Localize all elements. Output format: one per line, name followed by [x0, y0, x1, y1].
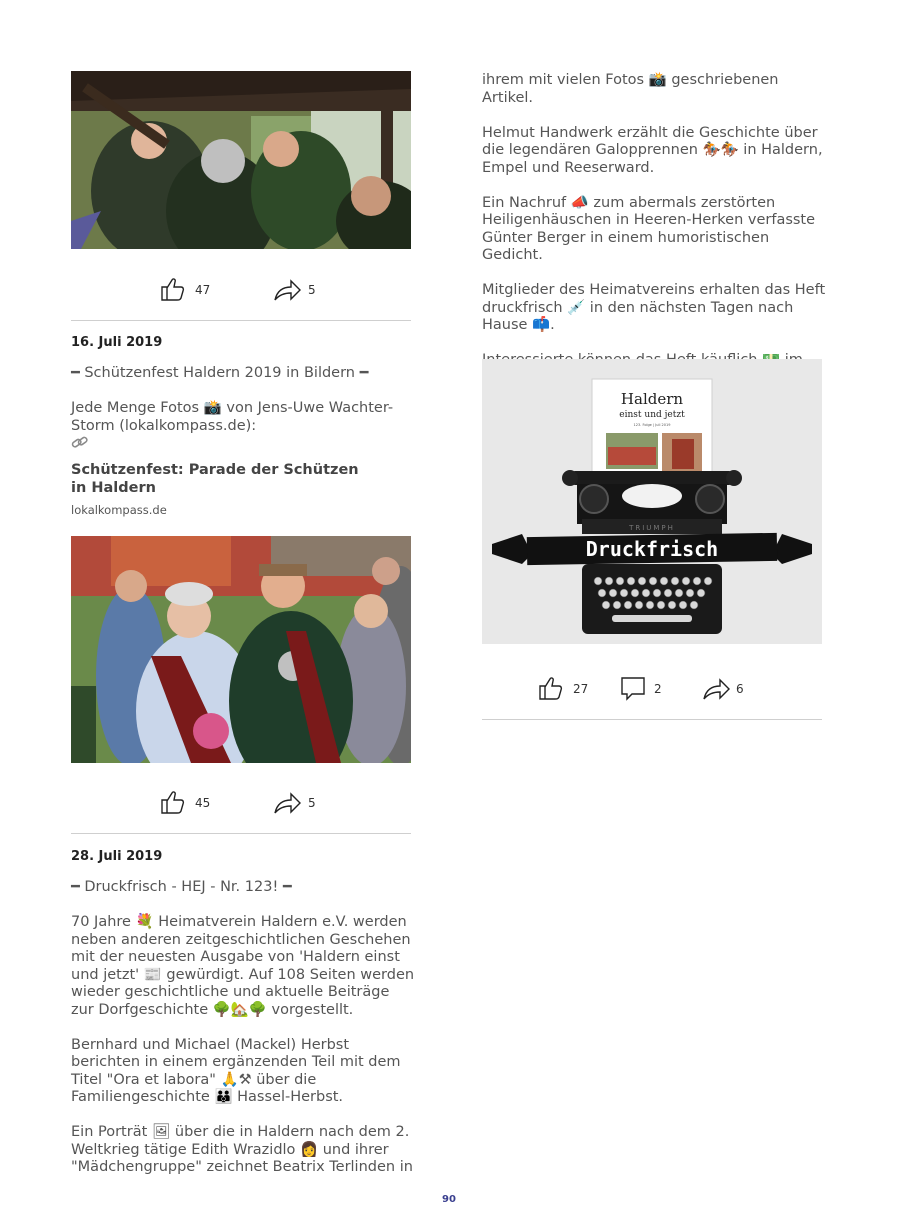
divider — [71, 320, 411, 321]
photo-koenigspaar — [71, 536, 411, 763]
book-subtitle: einst und jetzt — [619, 410, 685, 420]
comment-count: 2 — [654, 682, 662, 696]
divider — [482, 719, 822, 720]
typewriter-brand: TRIUMPH — [629, 524, 675, 532]
post-date: 28. Juli 2019 — [71, 849, 163, 864]
post-paragraph: Ein Nachruf 📣 zum abermals zerstörten Heiligenhäuschen in Heeren-Herken verfasste Günter Berger in einem humoristischen Gedicht. — [482, 194, 816, 263]
post-paragraph: ihrem mit vielen Fotos 📸 geschriebenen Artikel. — [482, 72, 779, 106]
share-icon[interactable] — [273, 791, 301, 815]
link-domain[interactable]: lokalkompass.de — [71, 503, 167, 517]
reactions-post2 — [160, 789, 360, 817]
like-count: 45 — [195, 796, 211, 810]
like-icon[interactable] — [538, 675, 564, 701]
link-icon[interactable] — [71, 435, 89, 451]
share-icon[interactable] — [702, 677, 730, 701]
share-icon[interactable] — [273, 278, 301, 302]
like-count: 47 — [195, 283, 211, 297]
like-icon[interactable] — [160, 789, 186, 815]
post-paragraph: Helmut Handwerk erzählt die Geschichte über die legendären Galopprennen 🏇🏇 in Haldern, Empel und Reeserward. — [482, 124, 823, 176]
post-paragraph: Ein Porträt 🖼 über die in Haldern nach dem 2. Weltkrieg tätige Edith Wrazidlo 👩 und ihrer "Mädchengruppe" zeichnet Beatrix Terlinden in — [71, 1124, 413, 1175]
post-paragraph: Mitglieder des Heimatvereins erhalten das Heft druckfrisch 💉 in den nächsten Tagen nach Hause 📫. — [482, 282, 826, 333]
post-paragraph: 70 Jahre 💐 Heimatverein Haldern e.V. werden neben anderen zeitgeschichtlichen Geschehen mit der neuesten Ausgabe von 'Haldern einst und jetzt' 📰 gewürdigt. Auf 108 Seiten werden wieder geschichtliche und aktuelle Beiträge zur Dorfgeschichte 🌳🏡🌳 vorgestellt. — [71, 914, 415, 1018]
share-count: 5 — [308, 283, 316, 297]
post-title: ━ Schützenfest Haldern 2019 in Bildern ━ — [71, 365, 369, 381]
post-body: Jede Menge Fotos 📸 von Jens-Uwe Wachter-Storm (lokalkompass.de): — [71, 400, 394, 434]
post-date: 16. Juli 2019 — [71, 335, 163, 350]
post-body — [71, 914, 416, 1177]
like-count: 27 — [573, 682, 589, 696]
book-small: 123. Folge | Juli 2019 — [633, 423, 671, 427]
comment-icon[interactable] — [620, 676, 646, 702]
reactions-post1 — [160, 276, 360, 304]
photo-schuetzen-cheering — [71, 71, 411, 249]
banner-text: Druckfrisch — [585, 537, 719, 561]
reactions-post-right — [538, 675, 768, 703]
divider — [71, 833, 411, 834]
post-paragraph: Bernhard und Michael (Mackel) Herbst berichten in einem ergänzenden Teil mit dem Titel "Ora et labora" 🙏⚒ über die Familiengeschichte 👪 Hassel-Herbst. — [71, 1036, 401, 1105]
page-number: 90 — [442, 1194, 456, 1205]
photo-typewriter-druckfrisch — [482, 359, 822, 644]
post-title: ━ Druckfrisch - HEJ - Nr. 123! ━ — [71, 879, 292, 895]
link-title[interactable]: Schützenfest: Parade der Schützen in Haldern — [71, 462, 359, 496]
share-count: 5 — [308, 796, 316, 810]
book-title: Haldern — [620, 390, 684, 408]
like-icon[interactable] — [160, 276, 186, 302]
share-count: 6 — [736, 682, 744, 696]
post-body-continued — [482, 72, 827, 387]
